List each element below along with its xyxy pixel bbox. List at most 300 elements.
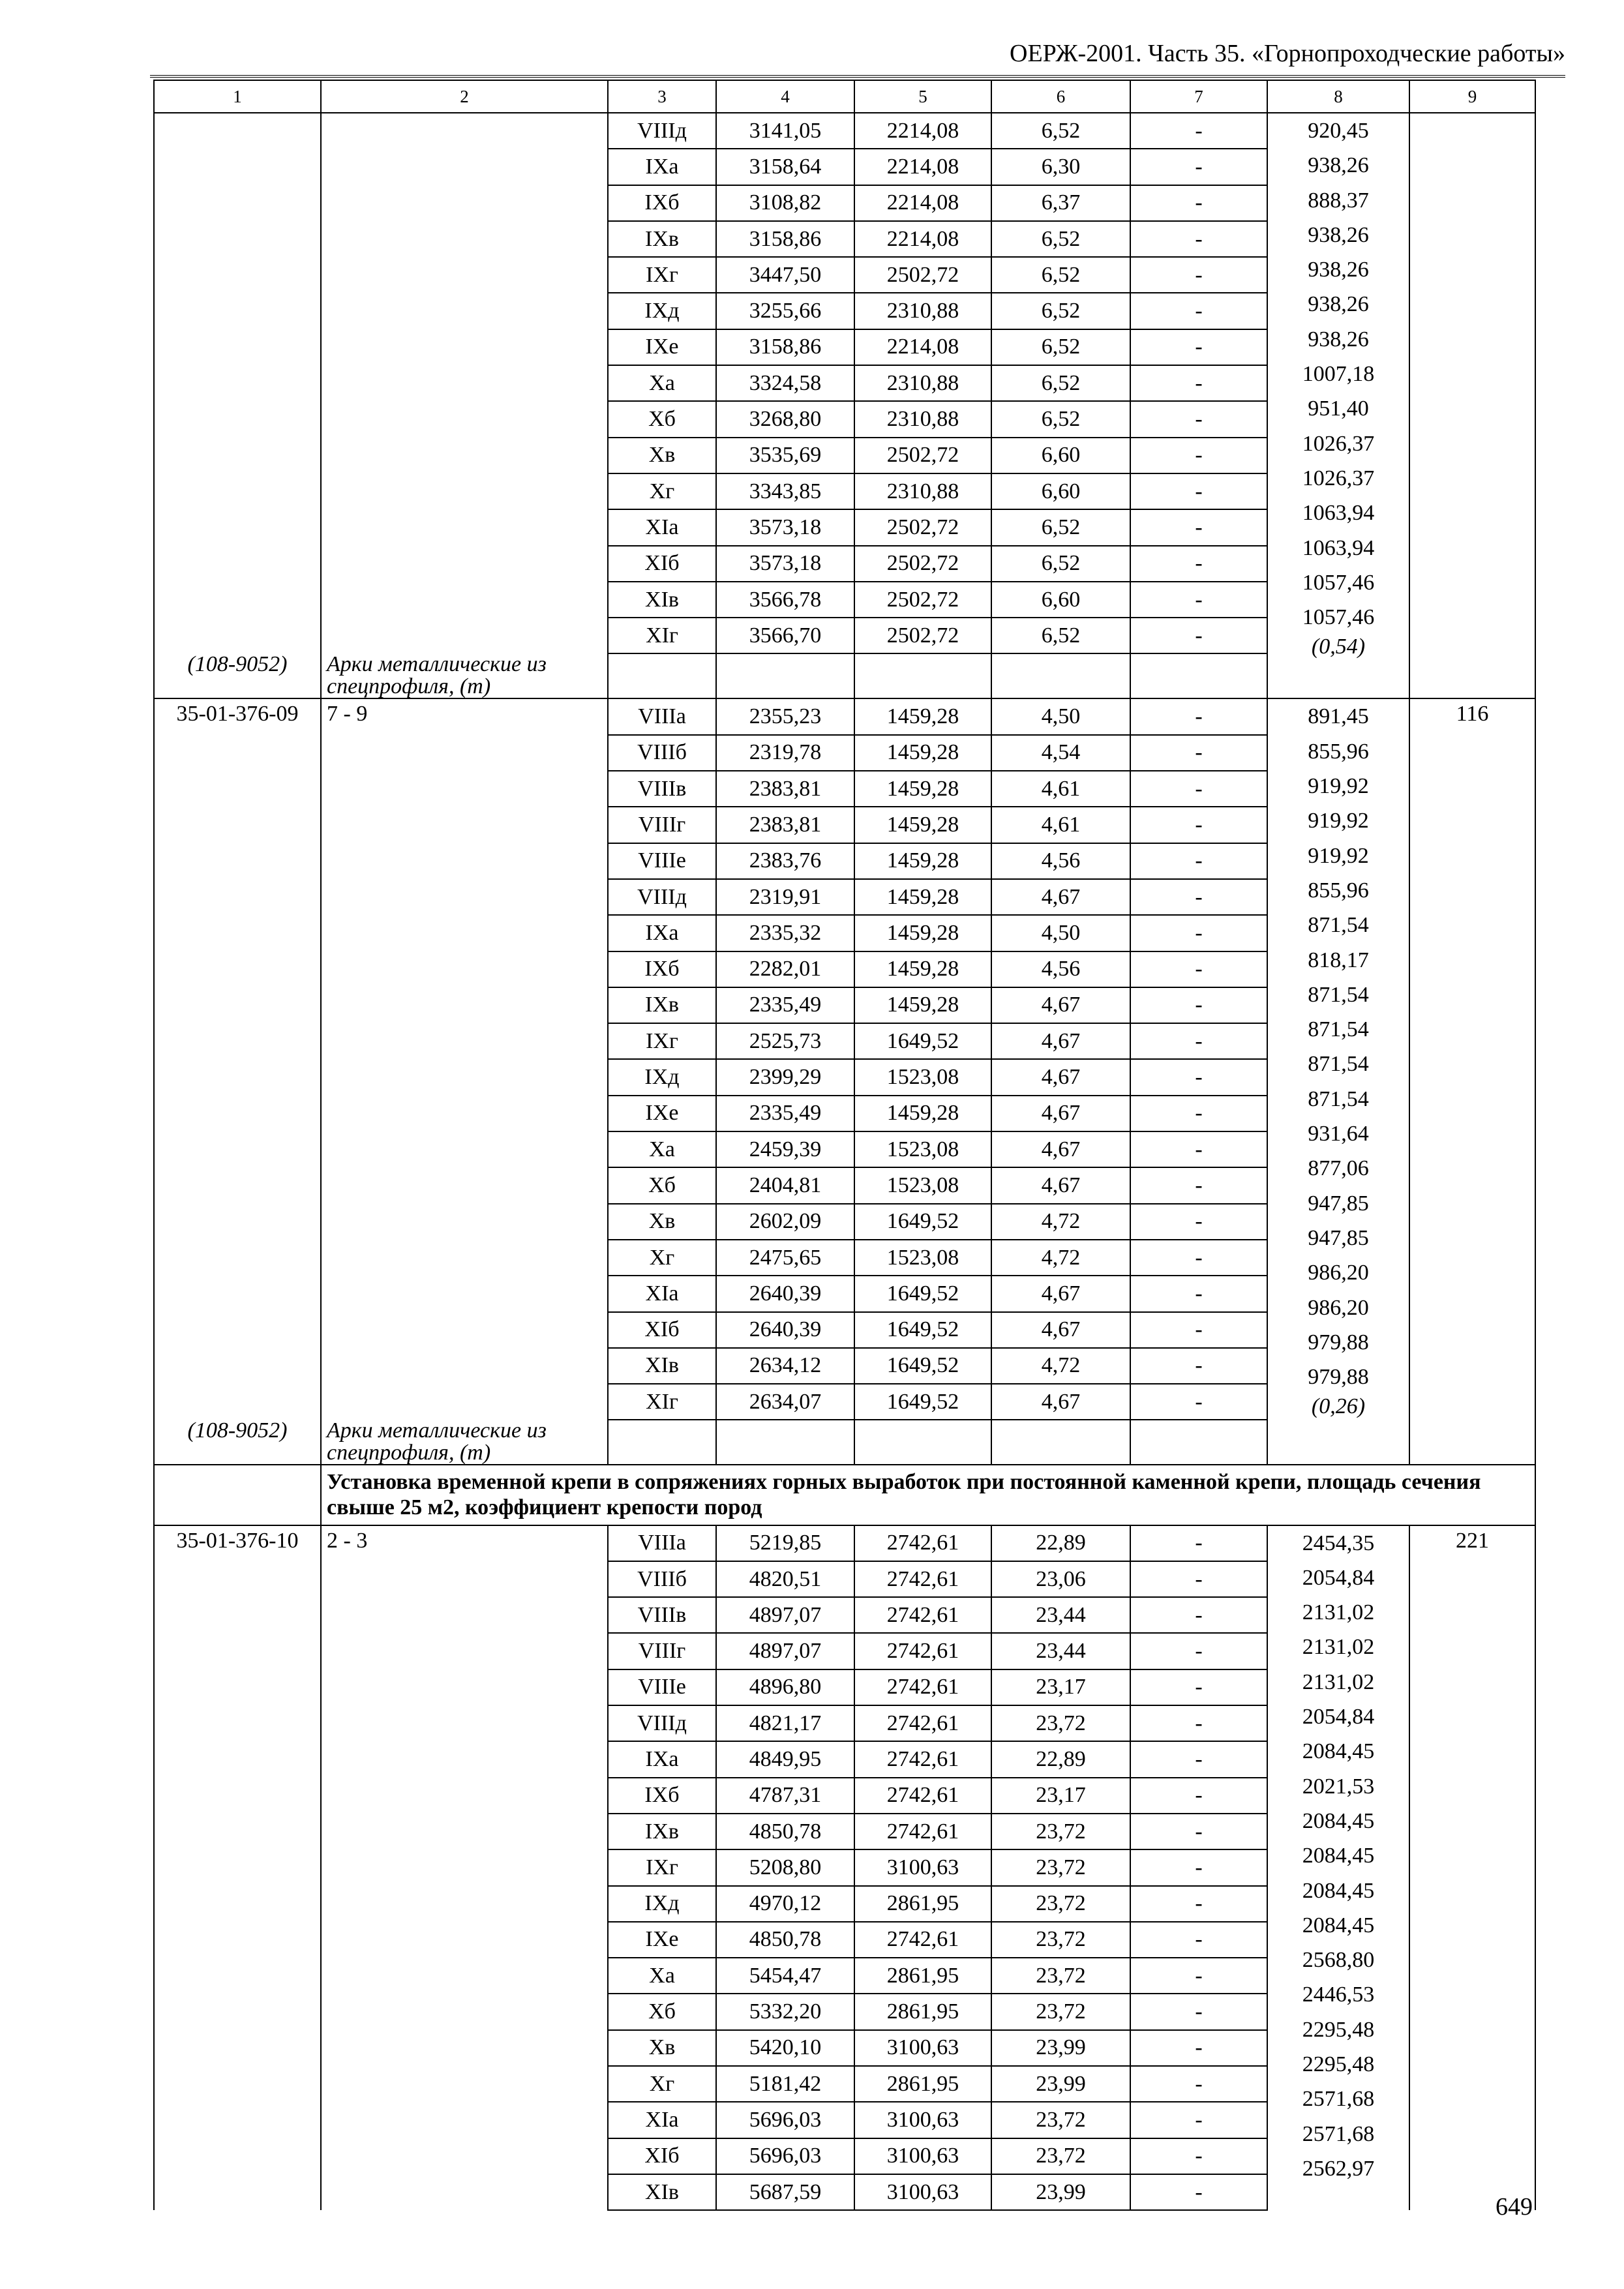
- table-cell: 2335,32: [716, 915, 854, 951]
- table-cell: -: [1130, 401, 1267, 437]
- table-cell: 6,60: [991, 473, 1130, 509]
- table-cell: 23,44: [991, 1597, 1130, 1633]
- table-cell: 6,52: [991, 365, 1130, 401]
- table-cell: -: [1130, 185, 1267, 221]
- table-cell: 4,67: [991, 1384, 1130, 1420]
- table-cell: -: [1130, 1525, 1267, 1561]
- column-8-value: 979,88: [1308, 1365, 1369, 1390]
- column-8-value: 2568,80: [1302, 1948, 1375, 1973]
- column-8-value: 938,26: [1308, 327, 1369, 352]
- table-cell: 2634,12: [716, 1348, 854, 1384]
- table-cell: 2502,72: [854, 509, 991, 545]
- empty-cell: [1130, 653, 1267, 698]
- column-8-value: 931,64: [1308, 1122, 1369, 1146]
- column-8-value: 2131,02: [1302, 1600, 1375, 1625]
- table-cell: 5420,10: [716, 2030, 854, 2066]
- table-cell: VIIIг: [608, 1633, 716, 1669]
- coefficient-cell: 7 - 9: [321, 698, 608, 1420]
- coefficient-cell: [321, 113, 608, 653]
- table-cell: Xб: [608, 401, 716, 437]
- table-cell: 23,72: [991, 2138, 1130, 2174]
- column-8-value: 919,92: [1308, 809, 1369, 833]
- table-cell: -: [1130, 1633, 1267, 1669]
- table-cell: -: [1130, 1276, 1267, 1311]
- coefficient-cell: 2 - 3: [321, 1525, 608, 2211]
- table-cell: -: [1130, 1597, 1267, 1633]
- table-cell: 2742,61: [854, 1597, 991, 1633]
- table-cell: Xа: [608, 1131, 716, 1167]
- table-cell: Xа: [608, 1958, 716, 1994]
- table-cell: 2742,61: [854, 1705, 991, 1741]
- table-cell: 2335,49: [716, 1096, 854, 1131]
- column-8-value: 855,96: [1308, 878, 1369, 903]
- table-cell: 2861,95: [854, 2066, 991, 2102]
- column-8-value: 855,96: [1308, 739, 1369, 764]
- table-cell: 3573,18: [716, 546, 854, 582]
- column-8-value: 2131,02: [1302, 1635, 1375, 1660]
- column-number: 6: [991, 80, 1130, 113]
- column-8-value: 871,54: [1308, 913, 1369, 938]
- table-cell: -: [1130, 1059, 1267, 1095]
- table-cell: -: [1130, 1096, 1267, 1131]
- table-cell: 4970,12: [716, 1886, 854, 1922]
- table-body: [154, 80, 1535, 2210]
- table-cell: 3566,78: [716, 582, 854, 618]
- table-cell: -: [1130, 1814, 1267, 1849]
- table-cell: -: [1130, 1922, 1267, 1958]
- empty-cell: [991, 653, 1130, 698]
- table-cell: 4,72: [991, 1240, 1130, 1276]
- table-cell: 4,67: [991, 1167, 1130, 1203]
- column-9-cell: [1409, 113, 1535, 698]
- table-cell: 4,56: [991, 843, 1130, 879]
- table-cell: 23,99: [991, 2030, 1130, 2066]
- table-cell: 2383,81: [716, 807, 854, 843]
- table-cell: 2861,95: [854, 1886, 991, 1922]
- column-8-value: 871,54: [1308, 1017, 1369, 1042]
- rates-table: [153, 80, 1536, 2211]
- column-8-value: 1063,94: [1302, 501, 1375, 526]
- column-number: 8: [1267, 80, 1409, 113]
- column-number: 3: [608, 80, 716, 113]
- table-cell: 22,89: [991, 1741, 1130, 1777]
- table-cell: -: [1130, 293, 1267, 329]
- table-cell: IXб: [608, 951, 716, 987]
- table-cell: -: [1130, 2066, 1267, 2102]
- column-8-value: 2571,68: [1302, 2121, 1375, 2146]
- table-cell: Xг: [608, 1240, 716, 1276]
- table-cell: 4897,07: [716, 1633, 854, 1669]
- empty-cell: [1130, 1420, 1267, 1465]
- table-cell: 1649,52: [854, 1204, 991, 1240]
- table-cell: 5454,47: [716, 1958, 854, 1994]
- table-cell: -: [1130, 1131, 1267, 1167]
- table-cell: 2319,78: [716, 735, 854, 771]
- table-cell: 3158,64: [716, 149, 854, 185]
- table-cell: 3100,63: [854, 2102, 991, 2138]
- table-cell: 5181,42: [716, 2066, 854, 2102]
- resource-code: (108-9052): [154, 653, 321, 698]
- table-cell: 2742,61: [854, 1741, 991, 1777]
- resource-value: (0,54): [1311, 635, 1366, 659]
- table-cell: VIIIд: [608, 1705, 716, 1741]
- table-cell: -: [1130, 221, 1267, 257]
- table-cell: -: [1130, 438, 1267, 473]
- column-8-value: 1057,46: [1302, 605, 1375, 630]
- column-8-value: 877,06: [1308, 1156, 1369, 1181]
- table-cell: 2742,61: [854, 1922, 991, 1958]
- table-cell: 23,44: [991, 1633, 1130, 1669]
- column-number: 2: [321, 80, 608, 113]
- table-cell: 4,72: [991, 1348, 1130, 1384]
- table-cell: 2602,09: [716, 1204, 854, 1240]
- table-cell: 2310,88: [854, 365, 991, 401]
- table-cell: IXд: [608, 293, 716, 329]
- table-cell: -: [1130, 582, 1267, 618]
- table-cell: 5687,59: [716, 2174, 854, 2210]
- table-cell: 4,67: [991, 879, 1130, 915]
- table-cell: 2383,81: [716, 771, 854, 807]
- empty-cell: [608, 653, 716, 698]
- column-8-value: 947,85: [1308, 1225, 1369, 1250]
- table-cell: 3324,58: [716, 365, 854, 401]
- table-cell: Xг: [608, 2066, 716, 2102]
- table-cell: 1459,28: [854, 1096, 991, 1131]
- table-cell: Xв: [608, 438, 716, 473]
- table-cell: -: [1130, 1312, 1267, 1348]
- table-cell: -: [1130, 987, 1267, 1023]
- table-cell: 2742,61: [854, 1525, 991, 1561]
- table-cell: -: [1130, 1348, 1267, 1384]
- table-cell: IXа: [608, 915, 716, 951]
- column-8-value: 938,26: [1308, 258, 1369, 282]
- table-cell: 23,17: [991, 1778, 1130, 1814]
- table-cell: 1523,08: [854, 1240, 991, 1276]
- table-cell: 6,52: [991, 221, 1130, 257]
- table-cell: 2214,08: [854, 185, 991, 221]
- table-cell: 3268,80: [716, 401, 854, 437]
- column-8-value: 938,26: [1308, 153, 1369, 178]
- column-8-value: 2571,68: [1302, 2087, 1375, 2112]
- column-8-value: 1063,94: [1302, 535, 1375, 560]
- table-row: [154, 698, 1535, 734]
- table-cell: VIIIб: [608, 1561, 716, 1597]
- table-cell: Xа: [608, 365, 716, 401]
- table-cell: -: [1130, 1384, 1267, 1420]
- table-cell: XIв: [608, 582, 716, 618]
- table-cell: XIв: [608, 1348, 716, 1384]
- column-8-value: 947,85: [1308, 1191, 1369, 1216]
- column-9-cell: 221: [1409, 1525, 1535, 2211]
- document-title: ОЕРЖ-2001. Часть 35. «Горнопроходческие работы»: [1010, 40, 1565, 67]
- column-8-value: 871,54: [1308, 1086, 1369, 1111]
- table-cell: Xв: [608, 1204, 716, 1240]
- column-8-value: 938,26: [1308, 222, 1369, 247]
- column-8-value: 919,92: [1308, 843, 1369, 868]
- table-cell: 2742,61: [854, 1633, 991, 1669]
- table-cell: 2640,39: [716, 1312, 854, 1348]
- table-cell: 4896,80: [716, 1669, 854, 1705]
- column-8-value: 2021,53: [1302, 1774, 1375, 1799]
- table-cell: 2640,39: [716, 1276, 854, 1311]
- table-cell: -: [1130, 735, 1267, 771]
- table-cell: 6,52: [991, 329, 1130, 365]
- table-cell: -: [1130, 1023, 1267, 1059]
- column-8-value: 1026,37: [1302, 431, 1375, 456]
- table-cell: 6,60: [991, 582, 1130, 618]
- table-cell: 6,52: [991, 293, 1130, 329]
- section-title: Установка временной крепи в сопряжениях горных выработок при постоянной каменной крепи, площадь сечения свыше 25 м2, коэффициент крепости пород: [321, 1465, 1535, 1525]
- column-8-value: 2084,45: [1302, 1739, 1375, 1764]
- column-9-cell: 116: [1409, 698, 1535, 1465]
- table-cell: -: [1130, 509, 1267, 545]
- table-cell: -: [1130, 1669, 1267, 1705]
- table-cell: XIб: [608, 546, 716, 582]
- table-cell: -: [1130, 1849, 1267, 1885]
- table-cell: 3100,63: [854, 2138, 991, 2174]
- empty-cell: [716, 1420, 854, 1465]
- column-8-value: 2295,48: [1302, 2052, 1375, 2077]
- table-cell: 23,72: [991, 1814, 1130, 1849]
- table-cell: -: [1130, 149, 1267, 185]
- table-cell: -: [1130, 915, 1267, 951]
- table-cell: 1459,28: [854, 951, 991, 987]
- table-cell: 2214,08: [854, 329, 991, 365]
- table-cell: VIIIд: [608, 879, 716, 915]
- table-cell: XIа: [608, 1276, 716, 1311]
- table-cell: 22,89: [991, 1525, 1130, 1561]
- table-cell: 4,67: [991, 1023, 1130, 1059]
- table-cell: 23,99: [991, 2066, 1130, 2102]
- table-cell: Xб: [608, 1994, 716, 2029]
- column-8-value: 871,54: [1308, 1052, 1369, 1077]
- resource-name: Арки металлические из спецпрофиля, (т): [321, 653, 608, 698]
- column-number: 4: [716, 80, 854, 113]
- table-cell: -: [1130, 1240, 1267, 1276]
- table-cell: 3108,82: [716, 185, 854, 221]
- table-cell: 2861,95: [854, 1994, 991, 2029]
- table-cell: Xб: [608, 1167, 716, 1203]
- table-cell: 1459,28: [854, 698, 991, 734]
- column-number: 9: [1409, 80, 1535, 113]
- column-8-value: 2295,48: [1302, 2017, 1375, 2042]
- table-cell: -: [1130, 771, 1267, 807]
- column-8-value: 818,17: [1308, 948, 1369, 972]
- table-cell: -: [1130, 698, 1267, 734]
- section-spacer: [154, 1465, 321, 1525]
- table-cell: 23,72: [991, 1705, 1130, 1741]
- table-cell: 6,52: [991, 257, 1130, 293]
- table-cell: 2214,08: [854, 113, 991, 149]
- column-8-value: 951,40: [1308, 396, 1369, 421]
- table-cell: XIа: [608, 2102, 716, 2138]
- table-cell: 1523,08: [854, 1059, 991, 1095]
- table-cell: 4850,78: [716, 1922, 854, 1958]
- column-number: 7: [1130, 80, 1267, 113]
- column-8-value: 986,20: [1308, 1295, 1369, 1320]
- table-row: [154, 113, 1535, 149]
- empty-cell: [608, 1420, 716, 1465]
- table-cell: -: [1130, 1204, 1267, 1240]
- section-row: [154, 1465, 1535, 1525]
- table-cell: 4,50: [991, 915, 1130, 951]
- column-8-cell: [1267, 698, 1409, 1465]
- table-cell: IXа: [608, 1741, 716, 1777]
- table-cell: 6,30: [991, 149, 1130, 185]
- column-8-value: 2562,97: [1302, 2156, 1375, 2181]
- table-cell: 3100,63: [854, 2174, 991, 2210]
- table-cell: 23,17: [991, 1669, 1130, 1705]
- table-cell: -: [1130, 113, 1267, 149]
- table-cell: 1649,52: [854, 1312, 991, 1348]
- table-cell: 2861,95: [854, 1958, 991, 1994]
- column-8-value: 1007,18: [1302, 362, 1375, 387]
- table-cell: Xв: [608, 2030, 716, 2066]
- column-8-value: 979,88: [1308, 1330, 1369, 1354]
- table-cell: -: [1130, 1994, 1267, 2029]
- column-8-cell: [1267, 113, 1409, 698]
- table-cell: VIIIг: [608, 807, 716, 843]
- table-cell: -: [1130, 1705, 1267, 1741]
- resource-value: (0,26): [1311, 1394, 1366, 1419]
- column-8-value: 938,26: [1308, 292, 1369, 317]
- table-cell: 2310,88: [854, 293, 991, 329]
- table-cell: 3158,86: [716, 221, 854, 257]
- column-8-value: 2054,84: [1302, 1705, 1375, 1729]
- table-cell: 1649,52: [854, 1348, 991, 1384]
- page-number: 649: [1496, 2193, 1533, 2221]
- table-cell: 4897,07: [716, 1597, 854, 1633]
- table-cell: 1459,28: [854, 987, 991, 1023]
- table-cell: 2502,72: [854, 257, 991, 293]
- table-cell: -: [1130, 329, 1267, 365]
- table-cell: 1649,52: [854, 1384, 991, 1420]
- table-cell: 3566,70: [716, 618, 854, 653]
- table-cell: 2383,76: [716, 843, 854, 879]
- table-cell: VIIIв: [608, 771, 716, 807]
- table-cell: 6,37: [991, 185, 1130, 221]
- table-cell: 23,06: [991, 1561, 1130, 1597]
- table-cell: 1459,28: [854, 879, 991, 915]
- table-cell: 2742,61: [854, 1669, 991, 1705]
- table-cell: 5696,03: [716, 2138, 854, 2174]
- table-cell: IXе: [608, 329, 716, 365]
- table-cell: -: [1130, 365, 1267, 401]
- table-cell: -: [1130, 1958, 1267, 1994]
- table-cell: 4,67: [991, 1276, 1130, 1311]
- table-cell: 1523,08: [854, 1131, 991, 1167]
- table-cell: 4,56: [991, 951, 1130, 987]
- table-cell: -: [1130, 843, 1267, 879]
- table-cell: 2335,49: [716, 987, 854, 1023]
- table-cell: 4,67: [991, 1312, 1130, 1348]
- table-cell: 2404,81: [716, 1167, 854, 1203]
- table-row: [154, 1525, 1535, 1561]
- table-cell: 4,54: [991, 735, 1130, 771]
- table-cell: 4,50: [991, 698, 1130, 734]
- column-8-value: 2084,45: [1302, 1878, 1375, 1903]
- column-8-value: 2084,45: [1302, 1913, 1375, 1937]
- table-cell: 6,52: [991, 546, 1130, 582]
- table-cell: 2502,72: [854, 618, 991, 653]
- table-cell: 2525,73: [716, 1023, 854, 1059]
- column-8-value: 2131,02: [1302, 1669, 1375, 1694]
- table-cell: 4,67: [991, 1059, 1130, 1095]
- page-header: [150, 39, 1565, 78]
- table-cell: XIг: [608, 618, 716, 653]
- table-cell: 4787,31: [716, 1778, 854, 1814]
- table-cell: 3255,66: [716, 293, 854, 329]
- table-cell: 4849,95: [716, 1741, 854, 1777]
- table-cell: 6,52: [991, 509, 1130, 545]
- empty-cell: [854, 1420, 991, 1465]
- table-cell: 3447,50: [716, 257, 854, 293]
- table-cell: XIб: [608, 1312, 716, 1348]
- table-cell: -: [1130, 807, 1267, 843]
- table-cell: 2742,61: [854, 1814, 991, 1849]
- table-cell: IXб: [608, 185, 716, 221]
- resource-code: (108-9052): [154, 1420, 321, 1465]
- column-number-row: [154, 80, 1535, 113]
- table-cell: IXг: [608, 257, 716, 293]
- column-8-value: 871,54: [1308, 982, 1369, 1007]
- table-cell: 4,67: [991, 1096, 1130, 1131]
- table-cell: 1649,52: [854, 1276, 991, 1311]
- table-cell: IXв: [608, 1814, 716, 1849]
- table-cell: 23,72: [991, 1994, 1130, 2029]
- column-8-value: 1026,37: [1302, 466, 1375, 490]
- table-cell: 4,67: [991, 1131, 1130, 1167]
- table-cell: VIIIа: [608, 698, 716, 734]
- table-cell: -: [1130, 473, 1267, 509]
- table-cell: 3158,86: [716, 329, 854, 365]
- table-cell: -: [1130, 2030, 1267, 2066]
- table-cell: 2310,88: [854, 401, 991, 437]
- table-cell: 2502,72: [854, 582, 991, 618]
- table-cell: 2399,29: [716, 1059, 854, 1095]
- table-cell: -: [1130, 1778, 1267, 1814]
- table-cell: 1459,28: [854, 915, 991, 951]
- column-8-value: 2084,45: [1302, 1844, 1375, 1868]
- table-cell: IXг: [608, 1023, 716, 1059]
- table-cell: -: [1130, 2102, 1267, 2138]
- table-cell: 2310,88: [854, 473, 991, 509]
- table-cell: 2475,65: [716, 1240, 854, 1276]
- table-cell: 2742,61: [854, 1561, 991, 1597]
- table-cell: XIа: [608, 509, 716, 545]
- table-cell: 2355,23: [716, 698, 854, 734]
- empty-cell: [991, 1420, 1130, 1465]
- column-8-value: 2054,84: [1302, 1565, 1375, 1590]
- table-cell: 4,61: [991, 771, 1130, 807]
- table-cell: 2502,72: [854, 546, 991, 582]
- table-cell: 5219,85: [716, 1525, 854, 1561]
- table-cell: 3100,63: [854, 2030, 991, 2066]
- table-cell: 3343,85: [716, 473, 854, 509]
- column-8-value: 2446,53: [1302, 1982, 1375, 2007]
- table-cell: 1459,28: [854, 771, 991, 807]
- table-cell: XIг: [608, 1384, 716, 1420]
- table-cell: 2459,39: [716, 1131, 854, 1167]
- table-cell: VIIIе: [608, 843, 716, 879]
- rate-code-cell: 35-01-376-09: [154, 698, 321, 1420]
- table-cell: IXа: [608, 149, 716, 185]
- empty-cell: [716, 653, 854, 698]
- table-cell: 3141,05: [716, 113, 854, 149]
- table-cell: -: [1130, 257, 1267, 293]
- table-cell: 1459,28: [854, 843, 991, 879]
- table-cell: -: [1130, 1741, 1267, 1777]
